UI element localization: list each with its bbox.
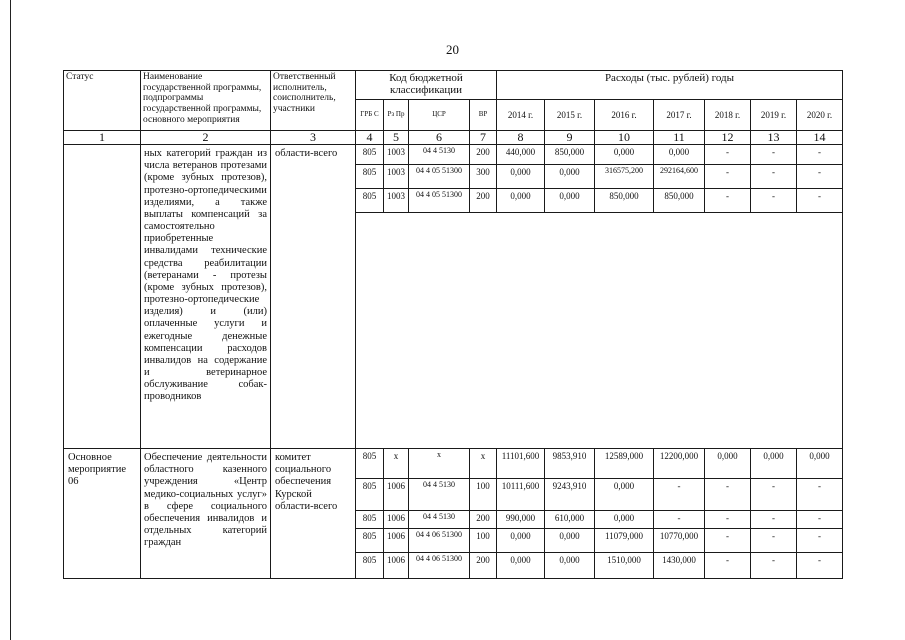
header-year: 2020 г. — [806, 109, 833, 120]
row-y2017: 0,000 — [668, 147, 690, 157]
row-y2020: - — [818, 191, 821, 201]
column-number: 12 — [721, 131, 734, 144]
block1-executor: области-всего — [275, 148, 338, 159]
row-rzpr: 1003 — [387, 167, 405, 177]
row-vr: 100 — [476, 481, 490, 491]
row-csr: 04 4 05 51300 — [416, 190, 462, 199]
row-y2018: 0,000 — [717, 451, 738, 461]
row-csr: 04 4 5130 — [423, 512, 455, 521]
row-vr: 200 — [476, 147, 490, 157]
row-vr: 300 — [476, 167, 490, 177]
row-y2014: 0,000 — [510, 191, 531, 201]
header-vr: ВР — [478, 110, 488, 119]
row-vr: 200 — [476, 191, 490, 201]
row-y2019: 0,000 — [763, 451, 784, 461]
header-grbs: ГРБ С — [360, 110, 379, 119]
row-grbs: 805 — [362, 167, 377, 177]
column-number: 2 — [202, 131, 209, 144]
row-y2020: - — [818, 167, 821, 177]
row-y2017: 12200,000 — [659, 451, 699, 461]
column-number: 13 — [767, 131, 780, 144]
row-y2017: - — [677, 513, 681, 523]
row-y2015: 850,000 — [554, 147, 585, 157]
row-y2014: 990,000 — [505, 513, 536, 523]
column-number: 3 — [310, 131, 316, 144]
row-y2017: 292164,600 — [660, 166, 698, 175]
header-year: 2016 г. — [611, 109, 637, 120]
row-vr: 100 — [476, 531, 490, 541]
block2-name: Обеспечение деятельности областного казенного учреждения «Центр медико-социальных услуг» в сфере социального обеспечения инвалидов и отдельных категорий граждан — [144, 452, 267, 549]
row-y2019: - — [772, 531, 775, 541]
block1-status-cell — [63, 144, 141, 449]
row-rzpr: 1006 — [387, 513, 405, 523]
row-y2018: - — [726, 555, 729, 565]
header-year: 2017 г. — [666, 109, 692, 120]
column-number: 1 — [99, 131, 105, 144]
row-y2020: - — [818, 481, 821, 491]
block2-executor: комитет социального обеспечения Курской области-всего — [275, 452, 338, 512]
row-y2016: 1510,000 — [607, 555, 641, 565]
row-y2015: 0,000 — [559, 167, 580, 177]
column-number: 8 — [517, 131, 524, 144]
row-y2019: - — [772, 191, 775, 201]
block1-name: ных категорий граждан из числа ветеранов протезами (кроме зубных протезов), протезно-ортопедическими изделиями, а также выплаты компенсаций за самостоятельно приобретенные инвалидами технические средства реабилитации (ветеранами - протезы (кроме зубных протезов), протезно-ортопедические изделия) и (или) оплаченные услуги и ежегодные денежные компенсации расходов инвалидов на содержание и ветеринарное обслуживание собак-проводников — [144, 148, 267, 403]
row-y2018: - — [726, 191, 729, 201]
row-csr: 04 4 5130 — [423, 480, 455, 489]
row-vr: х — [480, 451, 486, 461]
row-grbs: 805 — [362, 513, 377, 523]
row-y2016: 0,000 — [613, 513, 635, 523]
header-year: 2015 г. — [556, 109, 583, 120]
row-grbs: 805 — [362, 531, 377, 541]
row-y2020: - — [818, 555, 821, 565]
row-y2014: 0,000 — [510, 555, 531, 565]
column-number: 4 — [366, 131, 373, 144]
header-status: Статус — [66, 72, 94, 82]
row-grbs: 805 — [362, 481, 377, 491]
row-y2016: 850,000 — [609, 191, 639, 201]
row-rzpr: 1003 — [387, 147, 405, 157]
row-y2018: - — [726, 531, 729, 541]
row-y2016: 0,000 — [613, 481, 635, 491]
row-y2015: 0,000 — [559, 531, 580, 541]
row-y2015: 0,000 — [559, 191, 580, 201]
header-year: 2018 г. — [714, 109, 741, 120]
header-rzpr: Рз Пр — [387, 110, 405, 119]
column-number: 10 — [618, 131, 630, 144]
row-y2016: 12589,000 — [604, 451, 644, 461]
row-csr: 04 4 06 51300 — [416, 554, 462, 563]
header-expenses-group: Расходы (тыс. рублей) годы — [604, 72, 735, 84]
row-y2018: - — [726, 167, 729, 177]
row-y2016: 0,000 — [613, 147, 635, 157]
row-rzpr: 1006 — [387, 531, 405, 541]
row-csr: 04 4 5130 — [423, 146, 455, 155]
row-y2014: 0,000 — [510, 167, 531, 177]
column-number: 5 — [393, 131, 399, 144]
header-year: 2019 г. — [760, 109, 787, 120]
header-name: Наименование государственной программы, подпрограммы государственной программы, основного мероприятия — [143, 72, 262, 125]
row-y2017: 1430,000 — [662, 555, 696, 565]
column-number: 11 — [673, 131, 685, 144]
row-y2017: - — [677, 481, 681, 491]
block2-status: Основное мероприятие 06 — [68, 452, 126, 488]
row-y2016: 316575,200 — [605, 166, 643, 175]
block1-blank-area — [355, 188, 843, 449]
row-grbs: 805 — [362, 451, 377, 461]
row-y2019: - — [772, 481, 775, 491]
row-vr: 200 — [476, 555, 490, 565]
row-y2017: 850,000 — [664, 191, 694, 201]
column-number: 14 — [813, 131, 826, 144]
row-y2020: - — [818, 147, 821, 157]
row-y2020: - — [818, 531, 821, 541]
row-y2014: 0,000 — [510, 531, 531, 541]
row-y2014: 11101,600 — [501, 451, 540, 461]
row-y2015: 9243,910 — [552, 481, 587, 491]
column-number: 7 — [480, 131, 486, 144]
row-grbs: 805 — [362, 147, 377, 157]
row-rzpr: 1006 — [387, 555, 405, 565]
row-y2019: - — [772, 555, 775, 565]
row-y2015: 0,000 — [559, 555, 580, 565]
row-y2018: - — [726, 147, 729, 157]
row-grbs: 805 — [362, 191, 377, 201]
row-y2019: - — [772, 167, 775, 177]
row-y2014: 10111,600 — [501, 481, 540, 491]
row-y2014: 440,000 — [505, 147, 536, 157]
row-rzpr: 1006 — [387, 481, 405, 491]
row-csr: 04 4 05 51300 — [416, 166, 462, 175]
row-vr: 200 — [476, 513, 490, 523]
page-number: 20 — [446, 42, 459, 57]
column-number: 6 — [436, 131, 442, 144]
row-y2017: 10770,000 — [659, 531, 699, 541]
row-y2015: 610,000 — [554, 513, 585, 523]
row-y2016: 11079,000 — [605, 531, 643, 541]
header-executor: Ответственный исполнитель, соисполнитель, участники — [273, 72, 336, 114]
row-y2018: - — [726, 481, 729, 491]
column-number: 9 — [566, 131, 573, 144]
row-y2019: - — [772, 147, 775, 157]
row-rzpr: х — [393, 451, 399, 461]
row-rzpr: 1003 — [387, 191, 405, 201]
row-grbs: 805 — [362, 555, 377, 565]
header-code-group: Код бюджетной классификации — [389, 72, 463, 97]
row-y2018: - — [726, 513, 729, 523]
header-year: 2014 г. — [507, 109, 534, 120]
header-csr: ЦСР — [432, 110, 446, 119]
row-csr: х — [437, 450, 441, 459]
row-y2020: 0,000 — [809, 451, 830, 461]
row-y2019: - — [772, 513, 775, 523]
row-csr: 04 4 06 51300 — [416, 530, 462, 539]
row-y2020: - — [818, 513, 821, 523]
row-y2015: 9853,910 — [552, 451, 587, 461]
